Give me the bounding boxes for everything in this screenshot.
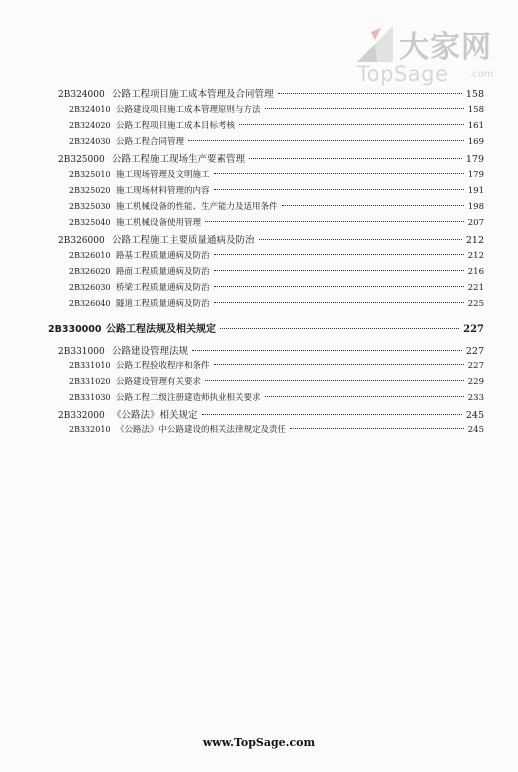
toc-entry-title: 公路工程项目施工成本管理及合同管理 [112,89,274,100]
toc-entry-title: 公路工程验收程序和条件 [116,361,210,371]
toc-leader-dots [202,414,462,415]
toc-entry[interactable] [69,135,484,147]
watermark-en-suffix: .com [469,69,494,80]
toc-leader-dots [265,108,464,109]
toc-entry-title: 公路建设管理法规 [112,346,189,357]
toc-entry-code: 2B325000 [58,155,105,165]
toc-entry-code: 2B325030 [69,202,111,211]
toc-entry-title: 《公路法》中公路建设的相关法律规定及责任 [116,425,287,435]
toc-entry-title: 公路建设管理有关要求 [116,377,202,387]
toc-entry-page: 229 [467,377,484,387]
toc-entry-code: 2B324030 [69,137,111,146]
toc-entry[interactable] [58,86,484,100]
toc-entry-code: 2B326040 [69,299,111,308]
toc-entry-page: 161 [467,121,484,131]
toc-entry-title: 公路工程合同管理 [116,137,185,147]
toc-entry-title: 施工现场管理及文明施工 [116,170,210,180]
toc-entry-title: 公路工程二级注册建造师执业相关要求 [116,393,261,403]
toc-leader-dots [214,364,464,365]
toc-entry-title: 施工机械设备的性能、生产能力及适用条件 [116,202,278,212]
toc-leader-dots [278,93,462,94]
toc-entry-page: 198 [467,202,484,212]
toc-leader-dots [265,396,464,397]
toc-entry-code: 2B326000 [58,236,105,246]
toc-leader-dots [239,124,464,125]
toc-entry[interactable] [69,281,484,293]
toc-entry[interactable] [69,375,484,387]
toc-entry-page: 212 [467,251,484,261]
toc-leader-dots [192,350,462,351]
toc-leader-dots [205,221,464,222]
toc-entry[interactable] [69,200,484,212]
toc-leader-dots [259,239,462,240]
toc-entry-page: 179 [465,154,484,165]
toc-entry[interactable] [69,168,484,180]
toc-entry-code: 2B326030 [69,283,111,292]
toc-entry-page: 158 [465,89,484,100]
toc-entry-title: 隧道工程质量通病及防治 [116,299,210,309]
toc-entry-page: 169 [467,137,484,147]
toc-entry[interactable] [69,391,484,403]
toc-entry-title: 公路工程施工现场生产要素管理 [112,154,246,165]
toc-entry[interactable] [69,216,484,228]
toc-entry-page: 227 [465,346,484,357]
watermark-en-text: TopSage [357,62,449,86]
logo-triangle-icon [355,24,395,64]
toc-entry-page: 179 [467,170,484,180]
toc-leader-dots [220,328,459,329]
toc-entry-page: 158 [467,105,484,115]
toc-entry-page: 221 [467,283,484,293]
toc-entry-title: 桥梁工程质量通病及防治 [116,283,210,293]
toc-entry-code: 2B325010 [69,170,111,179]
toc-entry[interactable] [69,359,484,371]
toc-entry[interactable] [58,343,484,357]
toc-entry-code: 2B331000 [58,347,105,357]
toc-entry-code: 2B332010 [69,425,111,434]
toc-entry-code: 2B332000 [58,411,105,421]
toc-entry-page: 225 [467,299,484,309]
toc-entry[interactable] [69,184,484,196]
toc-entry-code: 2B326010 [69,251,111,260]
toc-leader-dots [188,140,464,141]
toc-entry-title: 路基工程质量通病及防治 [116,251,210,261]
toc-entry-page: 233 [467,393,484,403]
toc-entry-page: 245 [465,410,484,421]
toc-entry-title: 公路工程法规及相关规定 [106,324,216,335]
toc-entry[interactable] [69,119,484,131]
toc-leader-dots [282,205,464,206]
toc-entry-page: 245 [467,425,484,435]
toc-entry[interactable] [58,151,484,165]
toc-leader-dots [290,428,464,429]
toc-leader-dots [249,158,462,159]
toc-entry[interactable] [58,407,484,421]
toc-leader-dots [214,189,464,190]
toc-entry[interactable] [58,232,484,246]
toc-chapter-entry[interactable] [48,320,484,335]
toc-entry-title: 公路工程项目施工成本目标考核 [116,121,236,131]
toc-leader-dots [205,380,464,381]
toc-entry-title: 公路工程施工主要质量通病及防治 [112,235,255,246]
toc-entry-code: 2B330000 [48,324,102,335]
footer-url: www.TopSage.com [202,736,316,749]
toc-entry[interactable] [69,103,484,115]
toc-entry-code: 2B324020 [69,121,111,130]
toc-entry-title: 路面工程质量通病及防治 [116,267,210,277]
toc-entry-code: 2B324010 [69,105,111,114]
topsage-watermark-logo [355,18,505,86]
toc-entry[interactable] [69,265,484,277]
toc-leader-dots [214,270,464,271]
toc-leader-dots [214,254,464,255]
toc-entry-code: 2B325020 [69,186,111,195]
toc-entry-code: 2B331030 [69,393,111,402]
toc-entry[interactable] [69,297,484,309]
toc-entry-title: 施工机械设备使用管理 [116,218,202,228]
toc-entry-page: 207 [467,218,484,228]
toc-entry-title: 施工现场材料管理的内容 [116,186,210,196]
toc-leader-dots [214,173,464,174]
toc-entry-page: 227 [463,324,484,335]
watermark-cn-text: 大家网 [399,30,492,65]
toc-entry-code: 2B331020 [69,377,111,386]
toc-entry-code: 2B326020 [69,267,111,276]
toc-leader-dots [214,302,464,303]
toc-entry[interactable] [69,423,484,435]
toc-entry-title: 公路建设项目施工成本管理原则与方法 [116,105,261,115]
toc-entry[interactable] [69,249,484,261]
toc-leader-dots [214,286,464,287]
toc-entry-code: 2B331010 [69,361,111,370]
toc-entry-page: 212 [465,235,484,246]
toc-entry-page: 227 [467,361,484,371]
toc-entry-title: 《公路法》相关规定 [112,410,198,421]
toc-entry-page: 216 [467,267,484,277]
toc-entry-code: 2B325040 [69,218,111,227]
toc-entry-page: 191 [467,186,484,196]
toc-entry-code: 2B324000 [58,90,105,100]
